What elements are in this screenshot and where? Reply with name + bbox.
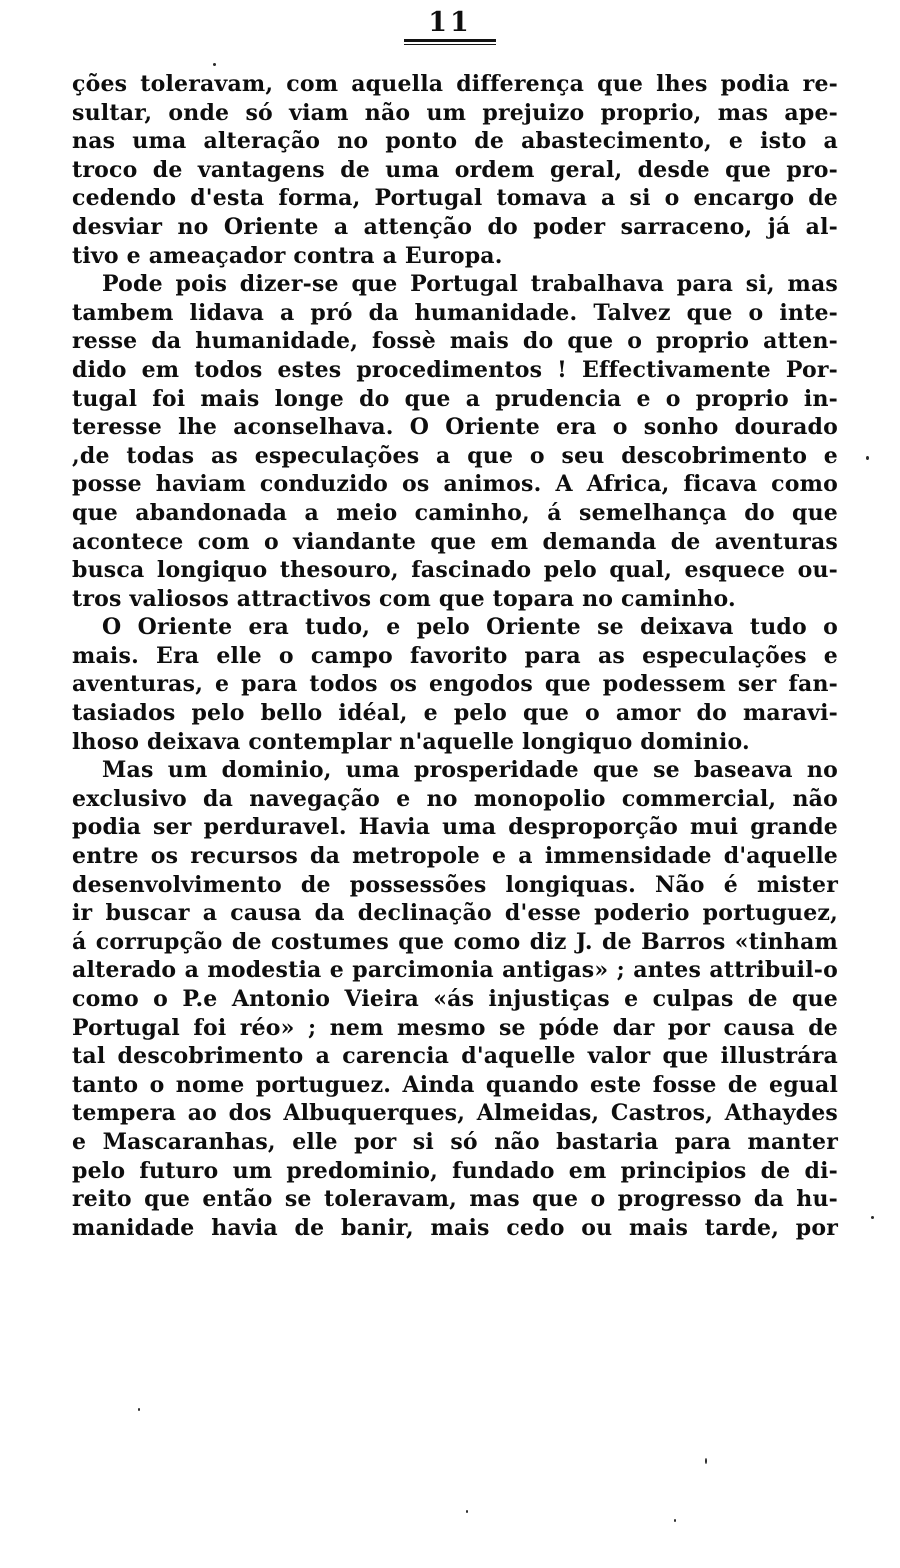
- text-line: aventuras, e para todos os engodos que podessem ser fan-: [72, 671, 838, 698]
- text-line: ções toleravam, com aquella differença que lhes podia re-: [72, 71, 838, 97]
- text-line: e Mascaranhas, elle por si só não bastaria para manter: [72, 1128, 838, 1155]
- text-line: tros valiosos attractivos com que topara no caminho.: [72, 585, 736, 612]
- text-line: troco de vantagens de uma ordem geral, desde que pro-: [72, 156, 838, 183]
- text-line: resse da humanidade, fossè mais do que o proprio atten-: [72, 328, 838, 355]
- ink-speck: [705, 1458, 707, 1464]
- text-line: alterado a modestia e parcimonia antigas» ; antes attribuil-o: [72, 957, 838, 984]
- text-line: acontece com o viandante que em demanda de aventuras: [72, 528, 838, 555]
- text-line: tasiados pelo bello idéal, e pelo que o amor do maravi-: [72, 700, 838, 727]
- text-line: nas uma alteração no ponto de abastecimento, e isto a: [72, 128, 838, 155]
- text-line: Mas um dominio, uma prosperidade que se baseava no: [102, 757, 838, 784]
- header-rule: [404, 39, 496, 45]
- text-line: sultar, onde só viam não um prejuizo proprio, mas ape-: [72, 99, 838, 126]
- text-line: podia ser perduravel. Havia uma desproporção mui grande: [72, 814, 838, 841]
- text-line: posse haviam conduzido os animos. A Africa, ficava como: [72, 471, 838, 498]
- text-line: O Oriente era tudo, e pelo Oriente se deixava tudo o: [102, 614, 838, 641]
- text-line: pelo futuro um predominio, fundado em principios de di-: [72, 1157, 838, 1184]
- text-line: dido em todos estes procedimentos ! Effectivamente Por-: [72, 356, 838, 383]
- ink-speck: [674, 1519, 676, 1522]
- page-header: [0, 8, 900, 45]
- text-line: mais. Era elle o campo favorito para as especulações e: [72, 642, 838, 669]
- text-line: tambem lidava a pró da humanidade. Talvez que o inte-: [72, 299, 838, 326]
- text-line: ir buscar a causa da declinação d'esse poderio portuguez,: [72, 900, 838, 927]
- page-number: 11: [428, 7, 472, 38]
- text-line: tugal foi mais longe do que a prudencia e o proprio in-: [72, 385, 838, 412]
- text-line: tanto o nome portuguez. Ainda quando este fosse de egual: [72, 1071, 838, 1098]
- text-line: á corrupção de costumes que como diz J. de Barros «tinham: [72, 928, 838, 955]
- text-line: desenvolvimento de possessões longiquas. Não é mister: [72, 871, 838, 898]
- text-line: ,de todas as especulações a que o seu descobrimento e: [72, 442, 838, 469]
- ink-speck: [871, 1216, 874, 1219]
- text-line: reito que então se toleravam, mas que o progresso da hu-: [72, 1186, 838, 1213]
- text-line: Pode pois dizer-se que Portugal trabalhava para si, mas: [102, 271, 838, 298]
- text-line: lhoso deixava contemplar n'aquelle longiquo dominio.: [72, 728, 750, 755]
- text-line: manidade havia de banir, mais cedo ou mais tarde, por: [72, 1214, 838, 1241]
- text-line: teresse lhe aconselhava. O Oriente era o sonho dourado: [72, 414, 838, 441]
- ink-speck: [138, 1408, 140, 1411]
- ink-speck: [466, 1510, 468, 1513]
- text-line: tivo e ameaçador contra a Europa.: [72, 242, 503, 269]
- text-line: cedendo d'esta forma, Portugal tomava a si o encargo de: [72, 185, 838, 212]
- text-line: que abandonada a meio caminho, á semelhança do que: [72, 499, 838, 526]
- text-line: exclusivo da navegação e no monopolio commercial, não: [72, 785, 838, 812]
- ink-speck: [866, 456, 869, 460]
- text-line: busca longiquo thesouro, fascinado pelo qual, esquece ou-: [72, 557, 838, 584]
- ink-speck: [213, 63, 216, 66]
- text-line: tal descobrimento a carencia d'aquelle valor que illustrára: [72, 1043, 838, 1070]
- text-line: desviar no Oriente a attenção do poder sarraceno, já al-: [72, 213, 838, 240]
- text-line: entre os recursos da metropole e a immensidade d'aquelle: [72, 843, 838, 870]
- text-line: Portugal foi réo» ; nem mesmo se póde dar por causa de: [72, 1014, 838, 1041]
- text-line: como o P.e Antonio Vieira «ás injustiças e culpas de que: [72, 986, 838, 1012]
- text-block: [72, 70, 838, 1242]
- text-line: tempera ao dos Albuquerques, Almeidas, Castros, Athaydes: [72, 1100, 838, 1127]
